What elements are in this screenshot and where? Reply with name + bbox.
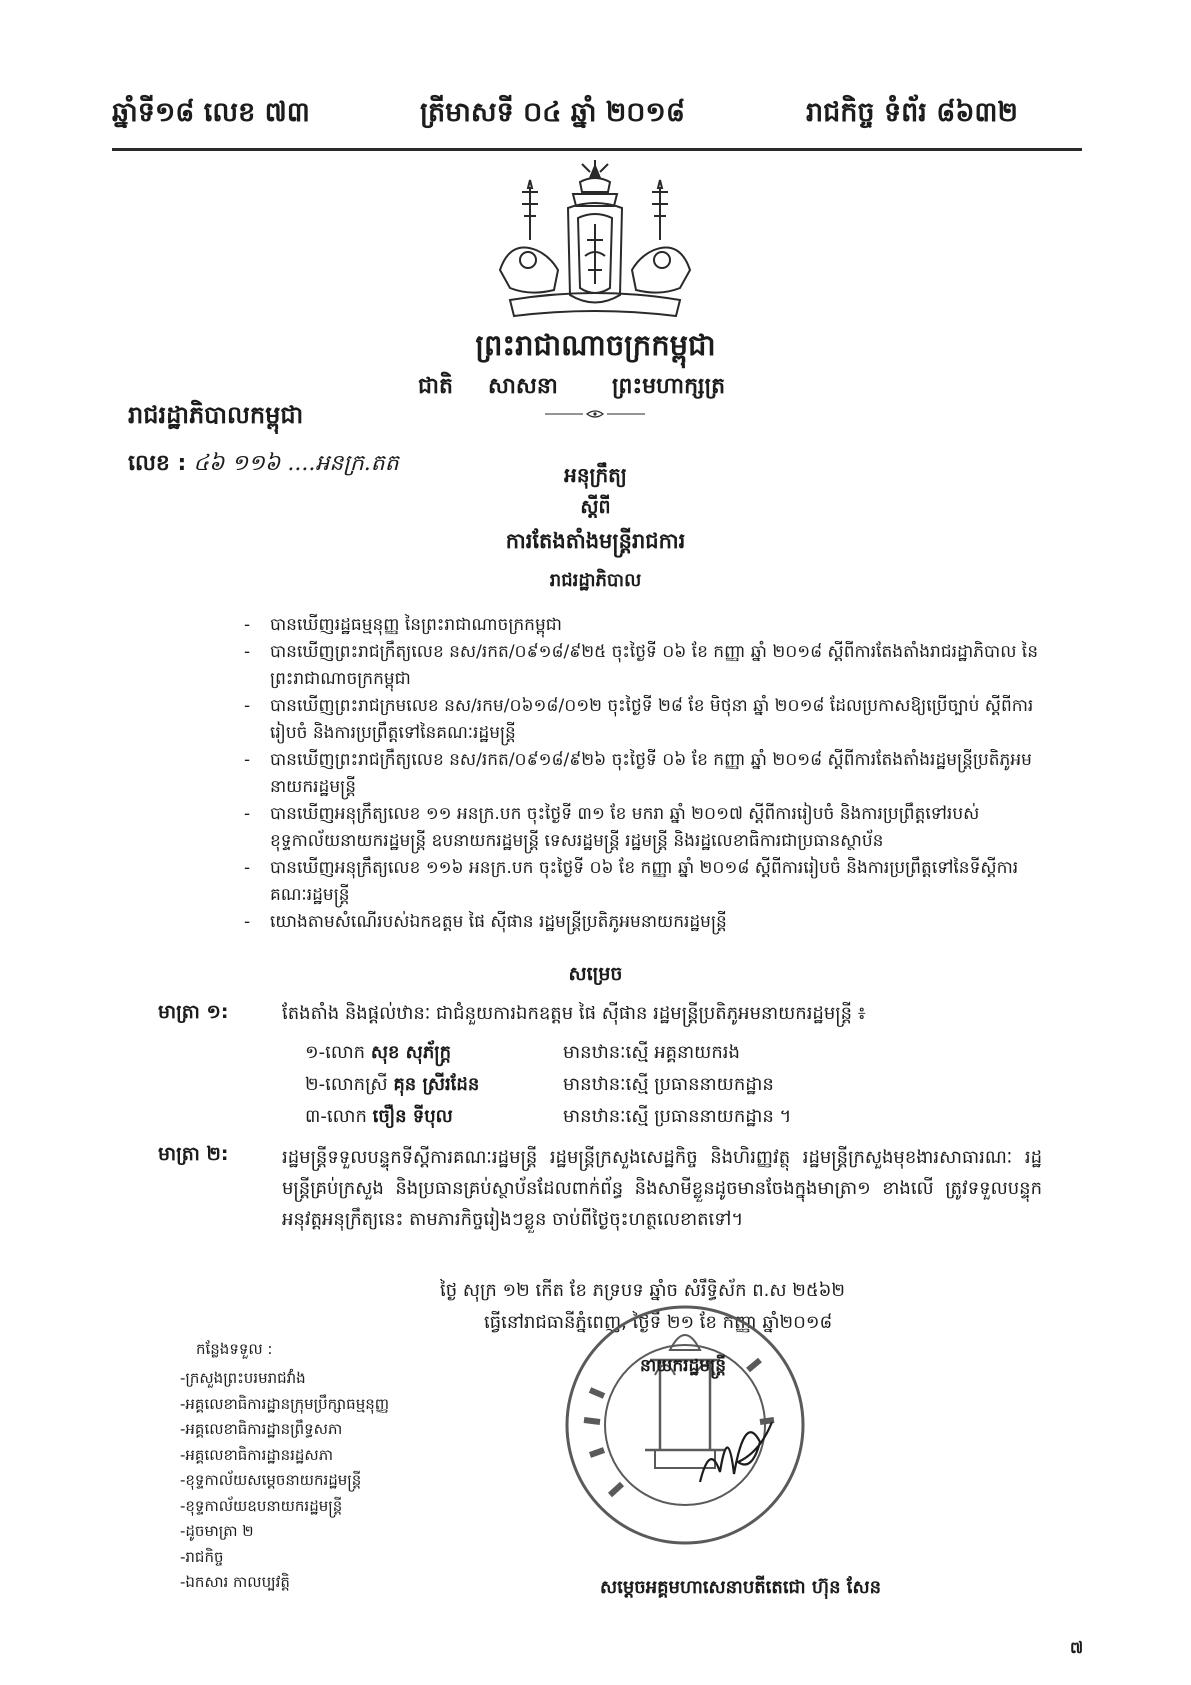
document-number-value: ៤៦ ១១៦ ....អនក្រ.តត xyxy=(193,451,399,476)
recital-item: - បានឃើញព្រះរាជក្រមលេខ នស/រកម/០៦១៨/០១២ ចុះថ្ងៃទី ២៨ ខែ មិថុនា ឆ្នាំ ២០១៨ ដែលប្រកាសឱ្យប្រើច្បាប់ ស្តីពីការរៀបចំ និងការប្រព្រឹត្តទៅនៃគណៈរដ្ឋមន្ត្រី xyxy=(240,693,1040,747)
appointee-prefix: ២-លោកស្រី xyxy=(305,1074,388,1095)
recipient-item: -ខុទ្ទកាល័យសម្តេចនាយករដ្ឋមន្ត្រី xyxy=(180,1471,362,1489)
article-1-text: តែងតាំង និងផ្តល់ឋានៈ ជាជំនួយការឯកឧត្តម ផៃ ស៊ីផាន រដ្ឋមន្ត្រីប្រតិភូអមនាយករដ្ឋមន្ត្រី ៖ xyxy=(282,1003,866,1024)
gazette-page: រាជកិច្ច ទំព័រ ៨៦៣២ xyxy=(806,97,1018,128)
appointee-1 xyxy=(305,1040,451,1067)
header-rule xyxy=(112,148,1082,151)
recital-item: - បានឃើញព្រះរាជក្រឹត្យលេខ នស/រកត/០៩១៨/៩២៦ ចុះថ្ងៃទី ០៦ ខែ កញ្ញា ឆ្នាំ ២០១៨ ស្តីពីការតែងតាំងរដ្ឋមន្ត្រីប្រតិភូអមនាយករដ្ឋមន្ត្រី xyxy=(240,747,1040,801)
appointee-1-rank: មានឋានៈស្មើ អគ្គនាយករង xyxy=(563,1042,740,1063)
document-subject: ការតែងតាំងមន្ត្រីរាជការ xyxy=(505,529,686,553)
recital-item: - យោងតាមសំណើរបស់ឯកឧត្តម ផៃ ស៊ីផាន រដ្ឋមន្ត្រីប្រតិភូអមនាយករដ្ឋមន្ត្រី xyxy=(240,909,1040,936)
royal-coat-of-arms-emblem xyxy=(470,160,720,320)
signer-name: សម្តេចអគ្គមហាសេនាបតីតេជោ ហ៊ុន សែន xyxy=(600,1577,882,1598)
motto-nation: ជាតិ xyxy=(418,374,453,399)
recipient-item: -ឯកសារ កាលប្បវត្តិ xyxy=(180,1573,290,1591)
signer-title: នាយករដ្ឋមន្ត្រី xyxy=(640,1356,726,1376)
recitals-list xyxy=(240,612,1040,936)
divider-ornament xyxy=(545,409,645,419)
lunar-date: ថ្ងៃ សុក្រ ១២ កើត ខែ ភទ្របទ ឆ្នាំច សំរឹទ្ធិស័ក ព.ស ២៥៦២ xyxy=(440,1280,845,1301)
recital-item: - បានឃើញអនុក្រឹត្យលេខ ១១៦ អនក្រ.បក ចុះថ្ងៃទី ០៦ ខែ កញ្ញា ឆ្នាំ ២០១៨ ស្តីពីការរៀបចំ និងការប្រព្រឹត្តទៅនៃទីស្តីការគណៈរដ្ឋមន្ត្រី xyxy=(240,855,1040,909)
document-number-label: លេខ : xyxy=(128,451,187,476)
appointee-name: ចឿន ទីបុល xyxy=(372,1106,453,1127)
appointee-3-rank: មានឋានៈស្មើ ប្រធាននាយកដ្ឋាន ។ xyxy=(563,1106,792,1127)
recipient-item: -ក្រសួងព្រះបរមរាជវាំង xyxy=(180,1369,306,1387)
recipient-item: -រាជកិច្ច xyxy=(180,1547,224,1566)
recital-item: - បានឃើញព្រះរាជក្រឹត្យលេខ នស/រកត/០៩១៨/៩២៥ ចុះថ្ងៃទី ០៦ ខែ កញ្ញា ឆ្នាំ ២០១៨ ស្តីពីការតែងតាំងរាជរដ្ឋាភិបាល នៃព្រះរាជាណាចក្រកម្ពុជា xyxy=(240,639,1040,693)
kingdom-name: ព្រះរាជាណាចក្រកម្ពុជា xyxy=(475,328,716,362)
document-on: ស្តីពី xyxy=(580,496,611,518)
issuing-government: រាជរដ្ឋាភិបាលកម្ពុជា xyxy=(128,401,304,429)
solar-date: ធ្វើនៅរាជធានីភ្នំពេញ, ថ្ងៃទី ២១ ខែ កញ្ញា ឆ្នាំ២០១៨ xyxy=(484,1312,833,1333)
appointee-prefix: ១-លោក xyxy=(305,1042,366,1063)
appointee-2-rank: មានឋានៈស្មើ ប្រធាននាយកដ្ឋាន xyxy=(563,1074,774,1095)
appointee-2 xyxy=(305,1072,479,1099)
appointee-prefix: ៣-លោក xyxy=(305,1106,367,1127)
recipient-item: -ខុទ្ទកាល័យឧបនាយករដ្ឋមន្ត្រី xyxy=(180,1496,343,1515)
recipient-item: -អគ្គលេខាធិការដ្ឋានក្រុមប្រឹក្សាធម្មនុញ្ញ xyxy=(180,1394,390,1413)
article-1-label: មាត្រា ១: xyxy=(158,1001,229,1023)
page-mark: ៧ xyxy=(1070,1638,1084,1657)
appointee-name: គុន ស្រីរដែន xyxy=(393,1074,480,1095)
handwritten-signature xyxy=(690,1402,780,1492)
decision-heading: សម្រេច xyxy=(568,963,623,985)
recipient-item: -អគ្គលេខាធិការដ្ឋានរដ្ឋសភា xyxy=(180,1445,333,1464)
recipient-item: -អគ្គលេខាធិការដ្ឋានព្រឹទ្ធសភា xyxy=(180,1420,343,1438)
appointee-3 xyxy=(305,1104,453,1131)
motto-king: ព្រះមហាក្សត្រ xyxy=(612,374,726,399)
gazette-quarter: ត្រីមាសទី ០៤ ឆ្នាំ ២០១៨ xyxy=(420,97,685,128)
article-2-label: មាត្រា ២: xyxy=(158,1143,229,1165)
motto-religion: សាសនា xyxy=(488,374,558,399)
document-authority: រាជរដ្ឋាភិបាល xyxy=(549,570,642,591)
article-2-text: រដ្ឋមន្ត្រីទទួលបន្ទុកទីស្តីការគណៈរដ្ឋមន្ត្រី រដ្ឋមន្ត្រីក្រសួងសេដ្ឋកិច្ច និងហិរញ្ញវត្ថុ រដ្ឋមន្ត្រីក្រសួងមុខងារសាធារណៈ រដ្ឋមន្ត្រីគ្រប់ក្រសួង និងប្រធានគ្រប់ស្ថាប័នដែលពាក់ព័ន្ធ និងសាមីខ្លួនដូចមានចែងក្នុងមាត្រា១ ខាងលើ ត្រូវទទួលបន្ទុកអនុវត្តអនុក្រឹត្យនេះ តាមភារកិច្ចរៀងៗខ្លួន ចាប់ពីថ្ងៃចុះហត្ថលេខាតទៅ។ xyxy=(282,1147,1042,1230)
recipients-title: កន្លែងទទួល : xyxy=(196,1340,273,1358)
gazette-issue: ឆ្នាំទី១៨ លេខ ៧៣ xyxy=(112,97,310,128)
document-type: អនុក្រឹត្យ xyxy=(564,463,627,487)
appointee-name: សុខ សុភ័ក្ត្រ xyxy=(370,1042,452,1063)
recital-item: - បានឃើញអនុក្រឹត្យលេខ ១១ អនក្រ.បក ចុះថ្ងៃទី ៣១ ខែ មករា ឆ្នាំ ២០១៧ ស្តីពីការរៀបចំ និងការប្រព្រឹត្តទៅរបស់ខុទ្ទកាល័យនាយករដ្ឋមន្ត្រី ឧបនាយករដ្ឋមន្ត្រី ទេសរដ្ឋមន្ត្រី រដ្ឋមន្ត្រី និងរដ្ឋលេខាធិការជាប្រធានស្ថាប័ន xyxy=(240,801,1040,855)
recipients-list xyxy=(180,1366,389,1596)
recital-item: - បានឃើញរដ្ឋធម្មនុញ្ញ នៃព្រះរាជាណាចក្រកម្ពុជា xyxy=(240,612,1040,639)
recipient-item: -ដូចមាត្រា ២ xyxy=(180,1522,254,1540)
